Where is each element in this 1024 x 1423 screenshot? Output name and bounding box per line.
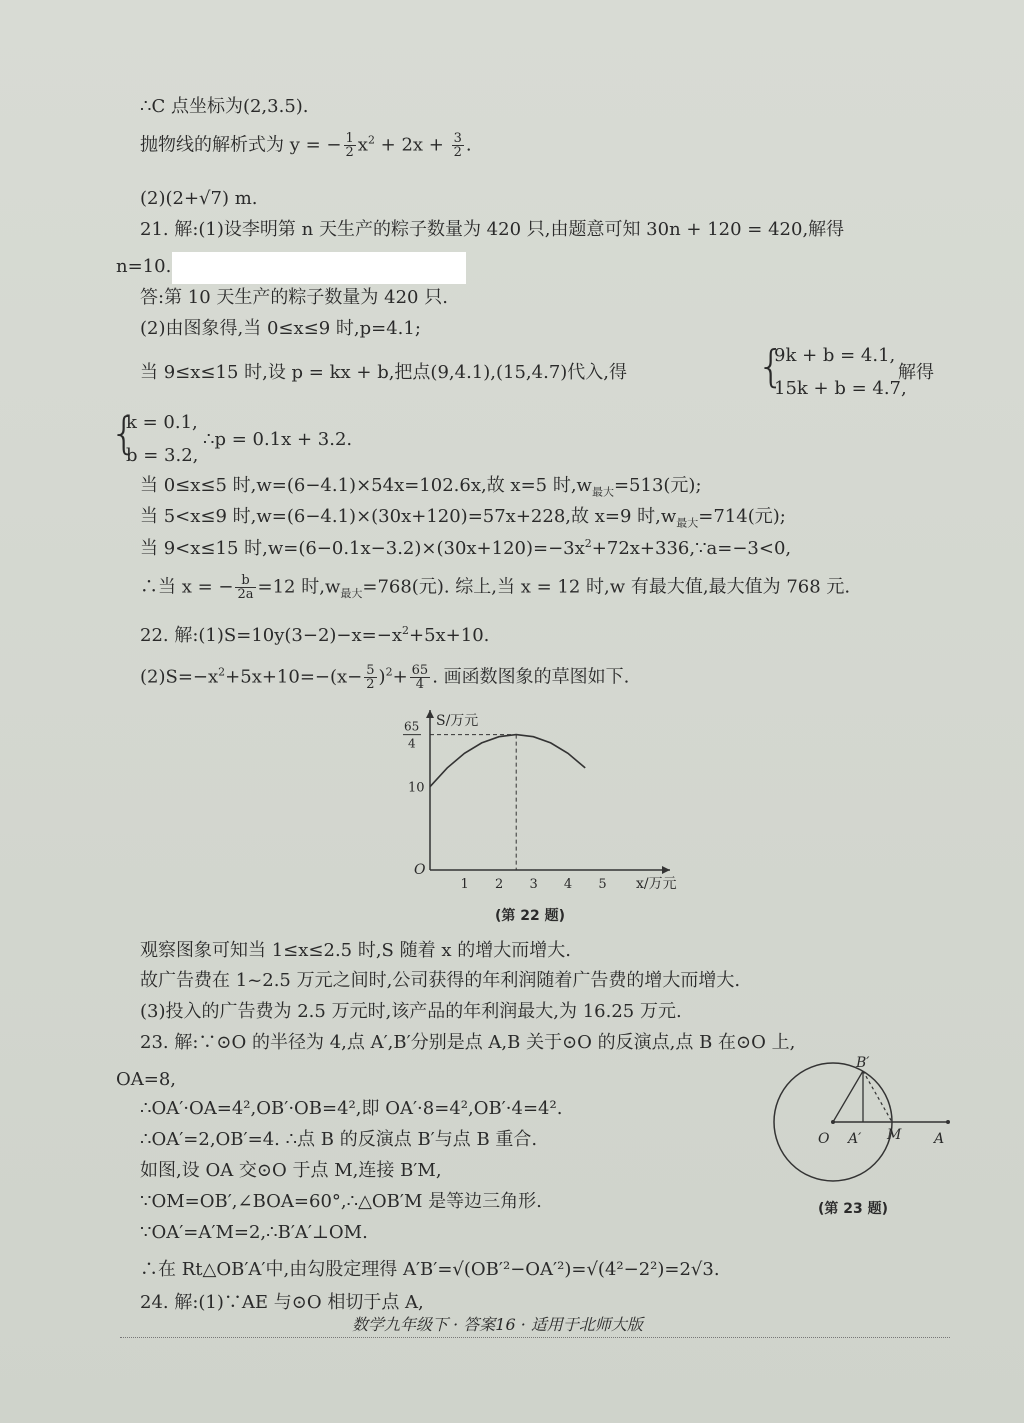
- fraction-half: $\frac{1}{2}$: [345, 131, 354, 160]
- line-q24-start: 24. 解:(1)∵AE 与⊙O 相切于点 A,: [140, 1292, 424, 1313]
- parabola-curve: [430, 735, 585, 787]
- figure-q23-circle: [768, 1055, 958, 1195]
- line-inversion-result: ∴OA′=2,OB′=4. ∴点 B 的反演点 B′与点 B 重合.: [140, 1129, 538, 1150]
- x-tick-label: 1: [460, 877, 469, 892]
- x-tick-label: 2: [494, 877, 504, 892]
- redaction-box: [172, 252, 466, 284]
- line-q22-part3: (3)投入的广告费为 2.5 万元时,该产品的年利润最大,为 16.25 万元.: [140, 1001, 682, 1022]
- line-q20-part2: (2)(2+√7) m.: [140, 188, 258, 209]
- line-pythagoras: ∴在 Rt△OB′A′中,由勾股定理得 A′B′=√(OB′²−OA′²)=√(4²−2²)=2√3.: [140, 1259, 720, 1280]
- solution-k: k = 0.1,: [126, 412, 198, 433]
- line-q22-part2: $(2)S=-x^2+5x+10=-(x-$ $\frac{5}{2}$ )$^2$+ $\frac{65}{4}$ . 画函数图象的草图如下.: [140, 663, 630, 692]
- line-inversion-product: ∴OA′·OA=4²,OB′·OB=4²,即 OA′·8=4²,OB′·4=4².: [140, 1098, 563, 1119]
- x-tick-label: 3: [529, 877, 538, 892]
- label-m: M: [887, 1127, 902, 1143]
- line-q21-answer: 答:第 10 天生产的粽子数量为 420 只.: [140, 287, 448, 308]
- label-o: O: [818, 1131, 830, 1147]
- line-q23-start: 23. 解:∵⊙O 的半径为 4,点 A′,B′分别是点 A,B 关于⊙O 的反演点,点 B 在⊙O 上,: [140, 1032, 796, 1053]
- line-q21-start: 21. 解:(1)设李明第 n 天生产的粽子数量为 420 只,由题意可知 30n + 120 = 420,解得: [140, 219, 845, 240]
- line-perpendicular: ∵OA′=A′M=2,∴B′A′⊥OM.: [140, 1222, 368, 1243]
- line-conclusion: 故广告费在 1~2.5 万元之间时,公司获得的年利润随着广告费的增大而增大.: [140, 970, 741, 991]
- brace-system-2: {: [110, 408, 138, 459]
- line-parabola-equation: 抛物线的解析式为 y = − $\frac{1}{2}$ $x^2 + 2x$ + $\frac{3}{2}$ .: [140, 131, 472, 160]
- line-solve-word: 解得: [898, 362, 934, 383]
- y-tick-frac-num: 65: [404, 719, 420, 734]
- caption-q22: (第 22 题): [495, 908, 566, 924]
- line-oa-value: OA=8,: [116, 1069, 177, 1090]
- label-b-prime: B′: [856, 1055, 870, 1071]
- line-w-case3: 当 9<x≤15 时$,w=(6-0.1x-3.2)\times(30x+120)=-3x^2+72x+336,\because a=-3<0$,: [140, 537, 792, 559]
- y-axis-arrow: [426, 710, 434, 718]
- y-tick-label: 10: [408, 780, 425, 796]
- line-connect-bm: 如图,设 OA 交⊙O 于点 M,连接 B′M,: [140, 1160, 442, 1181]
- footer-divider: [120, 1337, 950, 1338]
- solution-b: b = 3.2,: [126, 445, 199, 466]
- line-observation: 观察图象可知当 1≤x≤2.5 时,S 随着 x 的增大而增大.: [140, 940, 571, 961]
- label-a: A: [934, 1131, 945, 1147]
- line-equilateral: ∵OM=OB′,∠BOA=60°,∴△OB′M 是等边三角形.: [140, 1191, 542, 1212]
- fraction-5-2: $\frac{5}{2}$: [366, 663, 375, 692]
- origin-label: O: [414, 862, 426, 878]
- line-w-case2: 当 5<x≤9 时,w=(6−4.1)×(30x+120)=57x+228,故 x=9 时$,w_{最大}=714$(元);: [140, 506, 786, 530]
- x-tick-label: 5: [598, 877, 607, 892]
- line-w-case1: 当 0≤x≤5 时,w=(6−4.1)×54x=102.6x,故 x=5 时$,w_{最大}=513$(元);: [140, 475, 702, 499]
- line-n-value: n=10.: [116, 256, 172, 277]
- fraction-three-halves: $\frac{3}{2}$: [453, 131, 462, 160]
- line-c-coordinate: ∴C 点坐标为(2,3.5).: [140, 96, 309, 117]
- line-q21-part2: (2)由图象得,当 0≤x≤9 时,p=4.1;: [140, 318, 421, 339]
- segment-ob: [833, 1071, 863, 1122]
- chart-q22-parabola: [380, 705, 680, 900]
- label-a-prime: A′: [848, 1131, 862, 1147]
- x-axis-arrow: [662, 866, 670, 874]
- line-q21-system-intro: 当 9≤x≤15 时,设 p = kx + b,把点(9,4.1),(15,4.7)代入,得: [140, 362, 628, 383]
- caption-q23: (第 23 题): [818, 1201, 889, 1217]
- brace-system-1: {: [757, 341, 785, 392]
- system-eq-2: 15k + b = 4.7,: [774, 378, 907, 399]
- fraction-b-2a: $\frac{b}{2a}$: [237, 573, 254, 602]
- point-o: [831, 1120, 835, 1124]
- system-eq-1: 9k + b = 4.1,: [774, 345, 896, 366]
- y-axis-label: S/万元: [436, 713, 479, 729]
- point-a: [946, 1120, 950, 1124]
- segment-bm-dashed: [863, 1071, 892, 1122]
- line-w-max: ∴当 x = − $\frac{b}{2a}$ =12 时$,w_{最大}=768$(元). 综上,当 x = 12 时,w 有最大值,最大值为 768 元.: [140, 573, 851, 602]
- x-axis-label: x/万元: [636, 876, 677, 892]
- fraction-65-4: $\frac{65}{4}$: [411, 663, 429, 692]
- y-tick-frac-den: 4: [408, 736, 416, 751]
- line-q22-part1: 22. 解$:(1)S=10y(3-2)-x=-x^2+5x+10$.: [140, 624, 490, 646]
- page-footer: 数学九年级下 · 答案16 · 适用于北师大版: [352, 1315, 643, 1334]
- x-tick-label: 4: [563, 877, 573, 892]
- line-p-function: ∴p = 0.1x + 3.2.: [203, 429, 353, 450]
